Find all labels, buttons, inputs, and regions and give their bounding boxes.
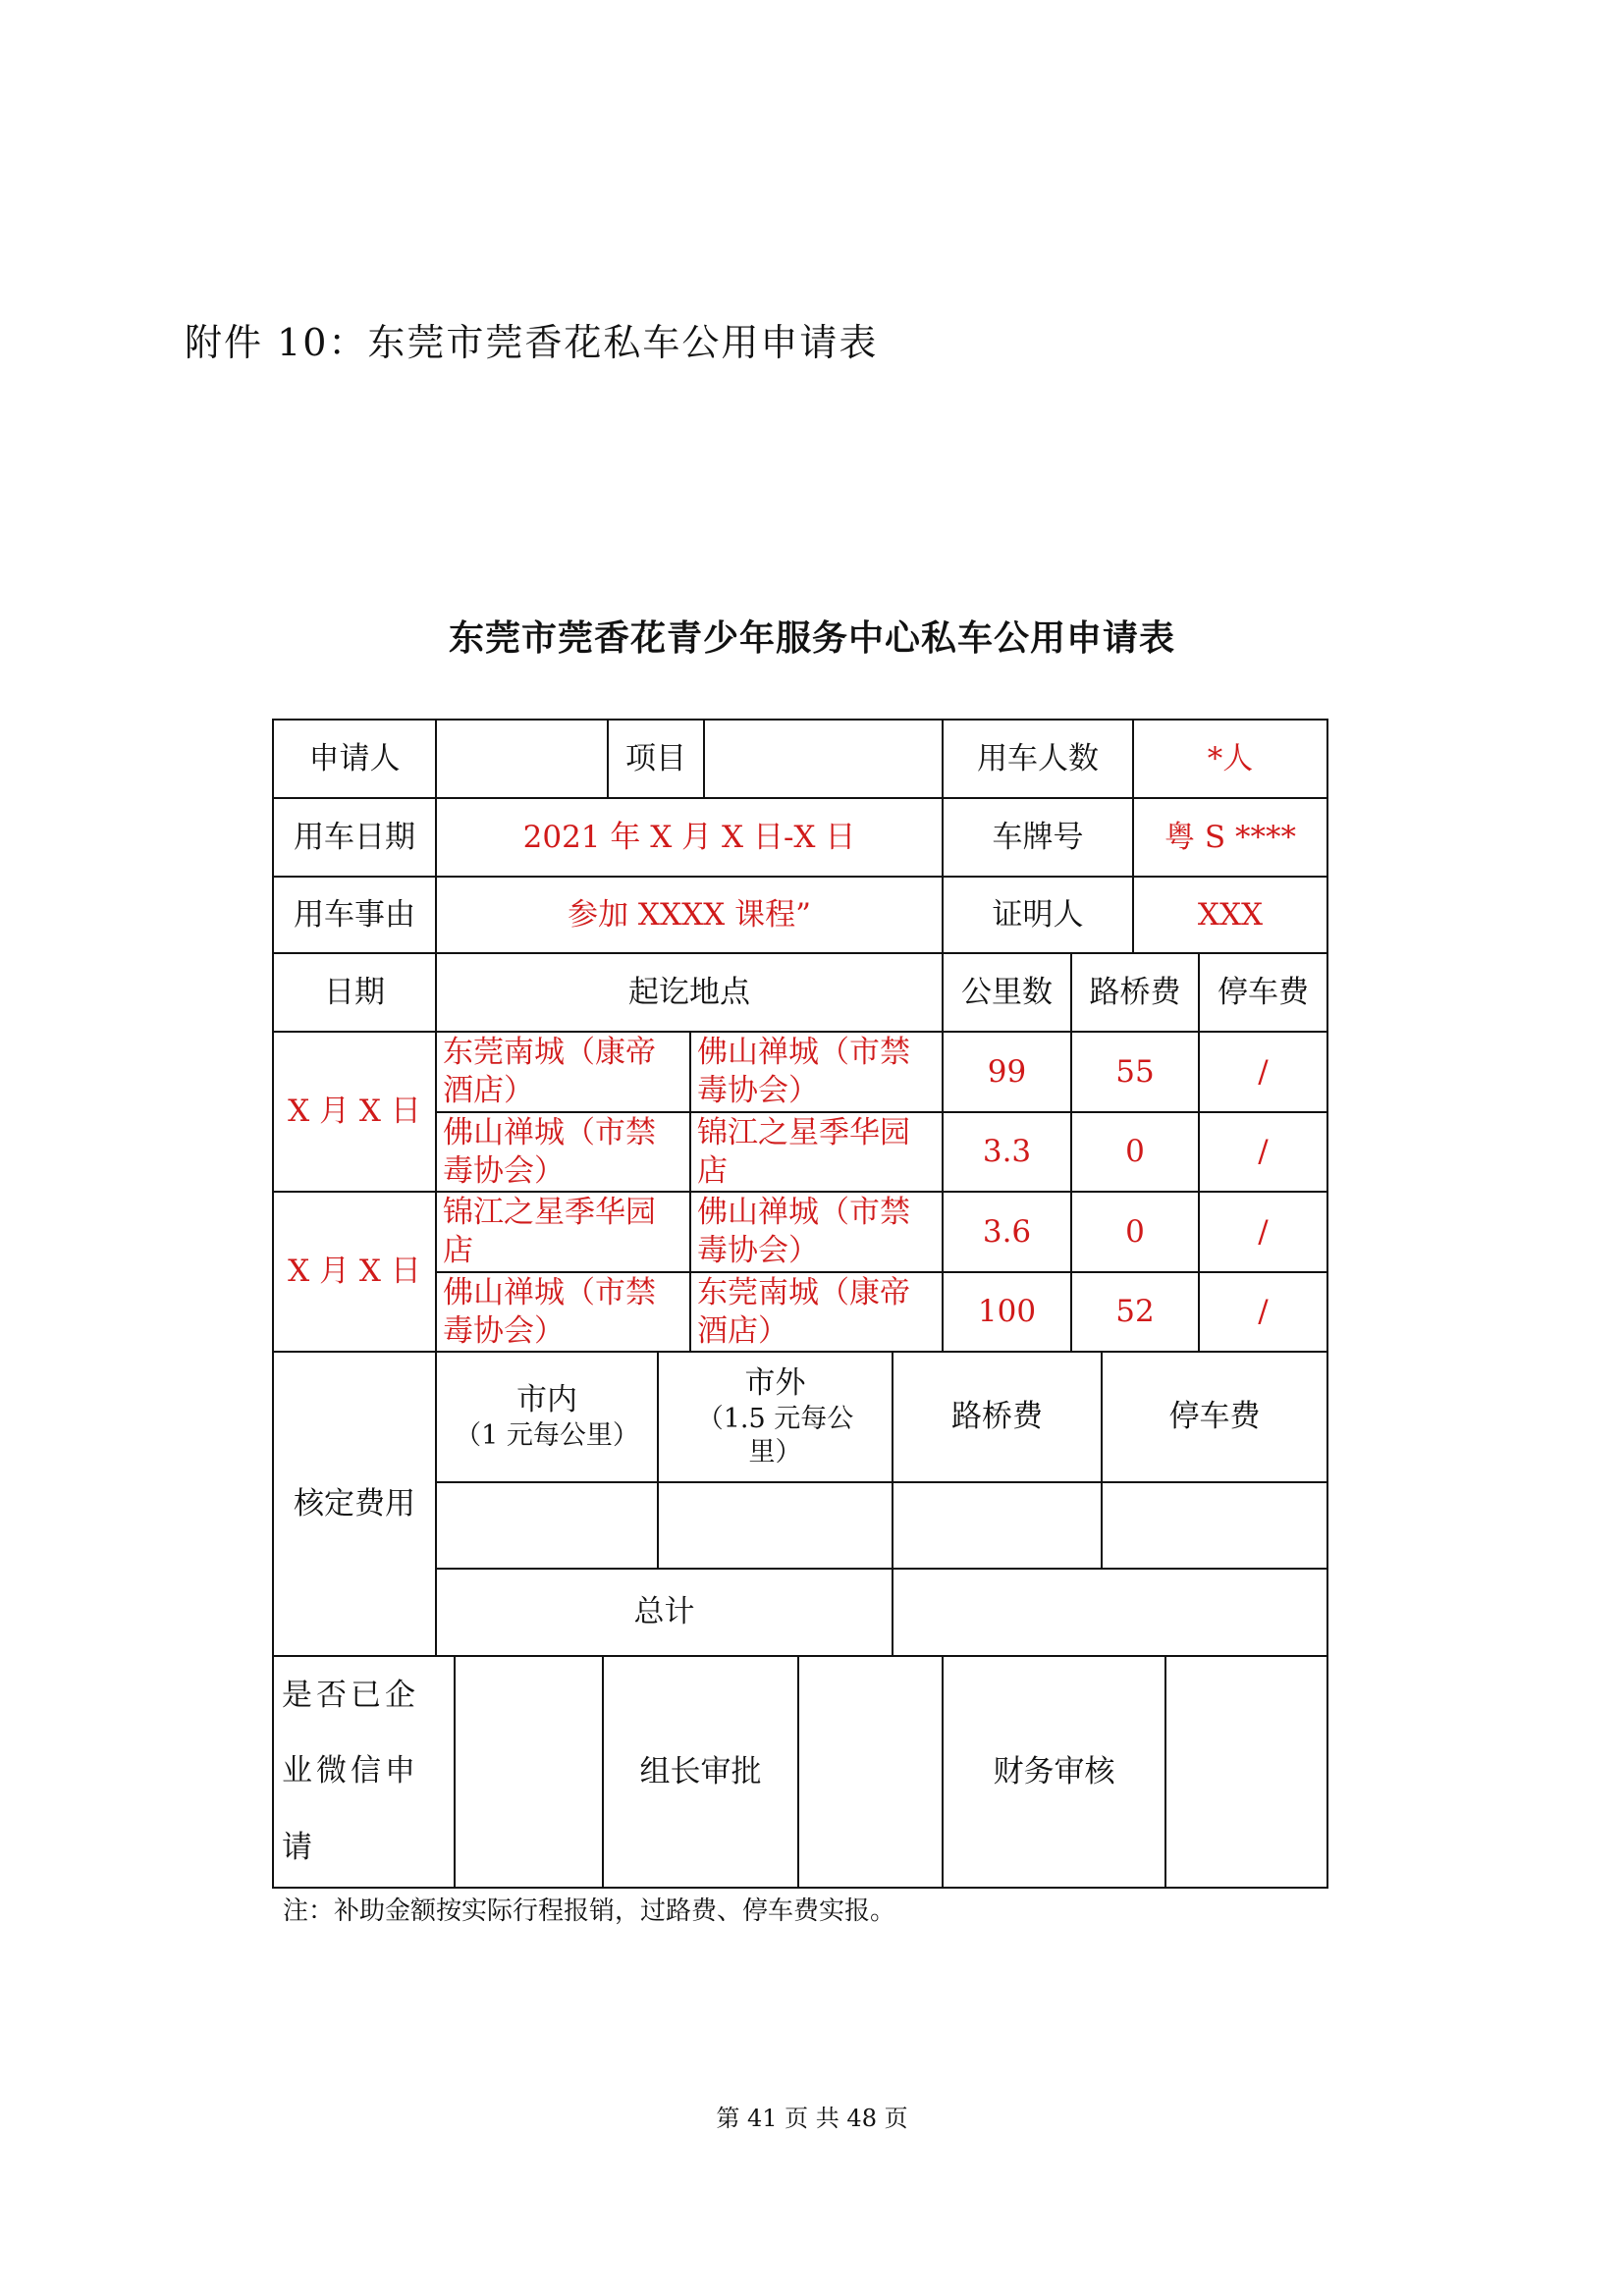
city-inner-amount[interactable] <box>435 1481 659 1570</box>
trip-toll[interactable]: 0 <box>1070 1191 1200 1273</box>
applicant-label: 申请人 <box>272 719 437 799</box>
form-title: 东莞市莞香花青少年服务中心私车公用申请表 <box>448 618 1175 659</box>
plate-label: 车牌号 <box>942 797 1134 878</box>
fee-toll-header: 路桥费 <box>892 1351 1103 1483</box>
trip-km[interactable]: 100 <box>942 1271 1072 1353</box>
trip-km-header: 公里数 <box>942 952 1072 1033</box>
trip-from[interactable]: 锦江之星季华园店 <box>435 1191 691 1273</box>
trip-to[interactable]: 佛山禅城（市禁毒协会） <box>689 1191 944 1273</box>
finance-review-label: 财务审核 <box>942 1655 1166 1889</box>
usage-reason-value[interactable]: 参加 XXXX 课程” <box>435 876 944 954</box>
wechat-applied-value[interactable] <box>454 1655 604 1889</box>
applicant-value[interactable] <box>435 719 609 799</box>
witness-label: 证明人 <box>942 876 1134 954</box>
usage-date-value[interactable]: 2021 年 X 月 X 日-X 日 <box>435 797 944 878</box>
city-inner-label: 市内 <box>516 1382 577 1418</box>
trip-date-header: 日期 <box>272 952 437 1033</box>
trip-to[interactable]: 东莞南城（康帝酒店） <box>689 1271 944 1353</box>
passengers-value[interactable]: *人 <box>1132 719 1328 799</box>
approved-fee-label: 核定费用 <box>272 1351 437 1657</box>
usage-reason-label: 用车事由 <box>272 876 437 954</box>
trip-from[interactable]: 佛山禅城（市禁毒协会） <box>435 1271 691 1353</box>
usage-date-label: 用车日期 <box>272 797 437 878</box>
trip-parking[interactable]: / <box>1198 1271 1328 1353</box>
plate-value[interactable]: 粤 S **** <box>1132 797 1328 878</box>
trip-km[interactable]: 99 <box>942 1031 1072 1113</box>
trip-toll-header: 路桥费 <box>1070 952 1200 1033</box>
trip-km[interactable]: 3.6 <box>942 1191 1072 1273</box>
trip-parking[interactable]: / <box>1198 1191 1328 1273</box>
form-note: 注：补助金额按实际行程报销，过路费、停车费实报。 <box>283 1896 896 1926</box>
city-inner-header <box>435 1351 659 1483</box>
fee-parking-header: 停车费 <box>1101 1351 1328 1483</box>
trip-parking[interactable]: / <box>1198 1031 1328 1113</box>
trip-group-date[interactable]: X 月 X 日 <box>272 1191 437 1353</box>
trip-parking-header: 停车费 <box>1198 952 1328 1033</box>
trip-toll[interactable]: 52 <box>1070 1271 1200 1353</box>
city-outer-label: 市外 <box>744 1365 806 1402</box>
witness-value[interactable]: XXX <box>1132 876 1328 954</box>
page-footer: 第 41 页 共 48 页 <box>716 2105 908 2132</box>
city-outer-amount[interactable] <box>657 1481 893 1570</box>
city-outer-header <box>657 1351 893 1483</box>
wechat-applied-label: 是否已企业微信申请 <box>272 1655 456 1889</box>
passengers-label: 用车人数 <box>942 719 1134 799</box>
trip-toll[interactable]: 55 <box>1070 1031 1200 1113</box>
trip-parking[interactable]: / <box>1198 1111 1328 1193</box>
total-amount[interactable] <box>892 1568 1328 1657</box>
fee-toll-amount[interactable] <box>892 1481 1103 1570</box>
total-label: 总计 <box>435 1568 893 1657</box>
trip-to[interactable]: 锦江之星季华园店 <box>689 1111 944 1193</box>
trip-route-header: 起讫地点 <box>435 952 944 1033</box>
trip-group-date[interactable]: X 月 X 日 <box>272 1031 437 1193</box>
fee-parking-amount[interactable] <box>1101 1481 1328 1570</box>
finance-review-value[interactable] <box>1164 1655 1328 1889</box>
city-inner-rate: （1 元每公里） <box>455 1420 639 1451</box>
leader-approval-label: 组长审批 <box>602 1655 799 1889</box>
project-label: 项目 <box>607 719 705 799</box>
trip-to[interactable]: 佛山禅城（市禁毒协会） <box>689 1031 944 1113</box>
project-value[interactable] <box>703 719 944 799</box>
trip-from[interactable]: 东莞南城（康帝酒店） <box>435 1031 691 1113</box>
attachment-title: 附件 10：东莞市莞香花私车公用申请表 <box>185 321 879 364</box>
city-outer-rate: （1.5 元每公里） <box>696 1404 854 1468</box>
trip-from[interactable]: 佛山禅城（市禁毒协会） <box>435 1111 691 1193</box>
trip-toll[interactable]: 0 <box>1070 1111 1200 1193</box>
trip-km[interactable]: 3.3 <box>942 1111 1072 1193</box>
leader-approval-value[interactable] <box>797 1655 944 1889</box>
